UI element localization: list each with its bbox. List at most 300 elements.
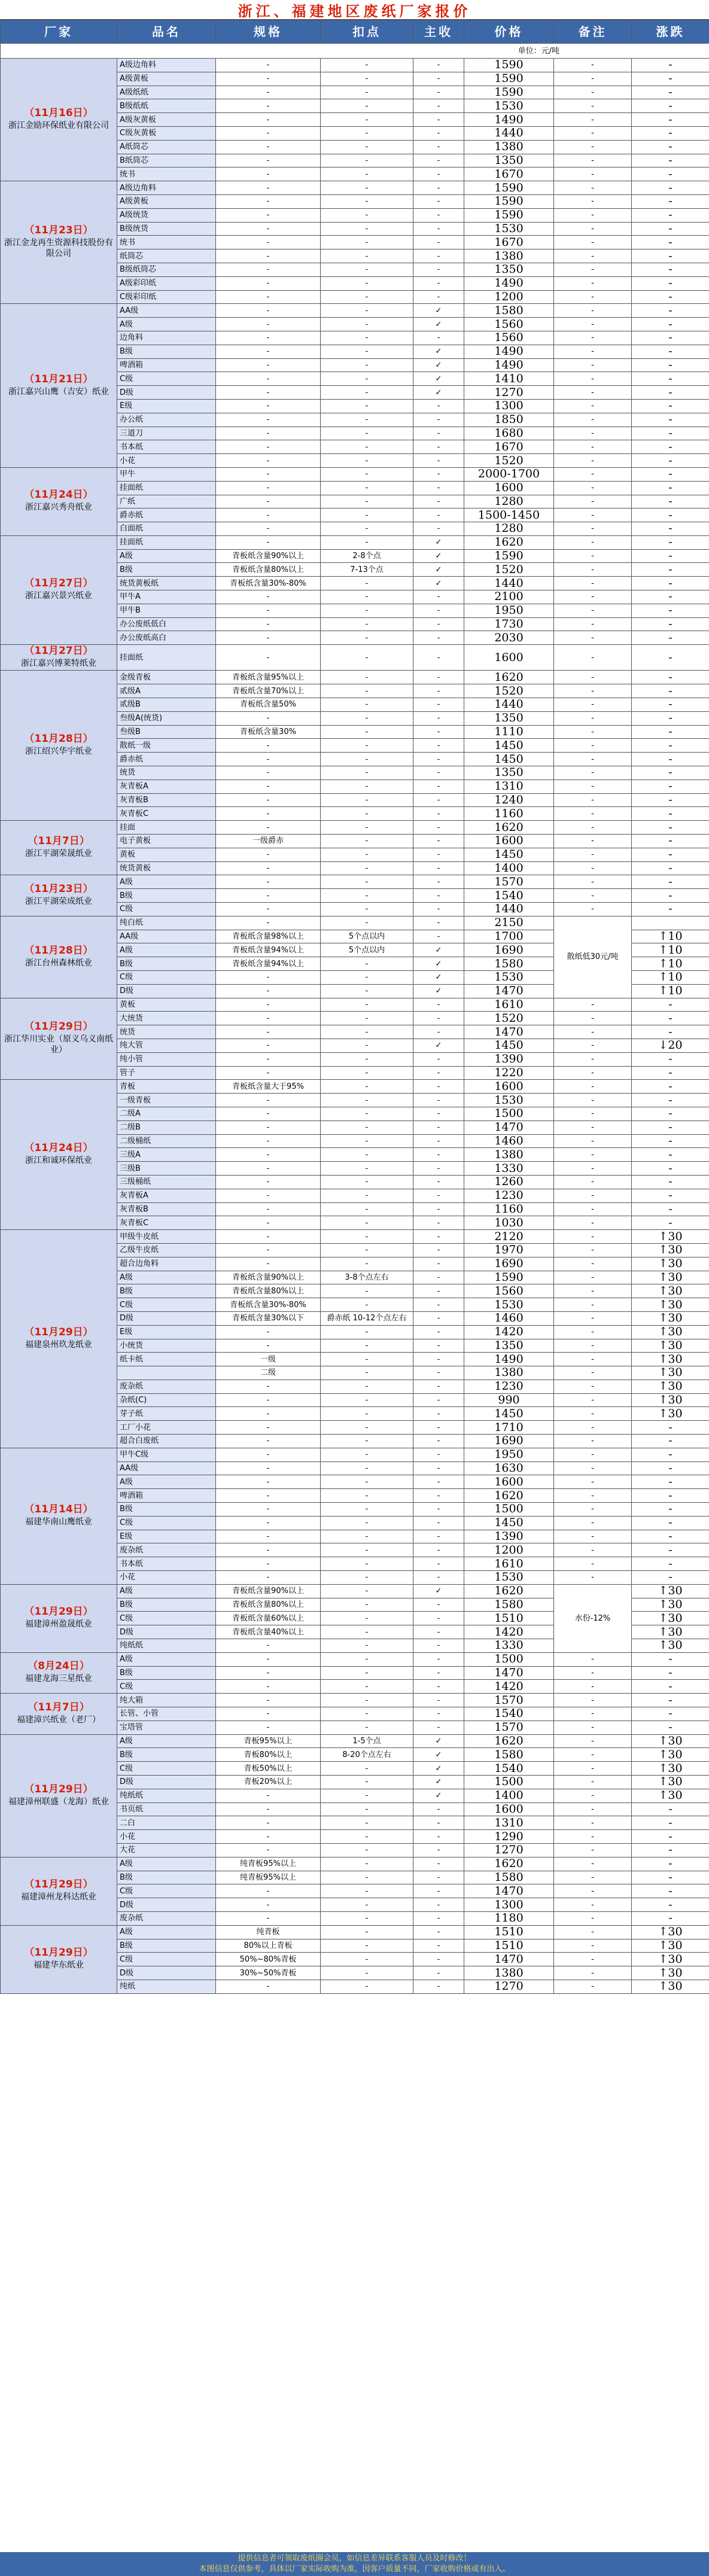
- note-cell: -: [554, 1571, 632, 1585]
- note-cell: -: [554, 1230, 632, 1244]
- product-name: 边角料: [117, 331, 216, 345]
- main-receive-mark: -: [413, 1107, 464, 1120]
- product-name: B级: [117, 1748, 216, 1762]
- change-cell: -: [632, 1816, 709, 1830]
- deduction-cell: -: [321, 1898, 413, 1912]
- note-cell: -: [554, 1734, 632, 1748]
- deduction-cell: -: [321, 1625, 413, 1639]
- main-receive-mark: -: [413, 1366, 464, 1380]
- deduction-cell: -: [321, 427, 413, 440]
- note-cell: -: [554, 236, 632, 249]
- deduction-cell: -: [321, 1925, 413, 1939]
- note-cell: -: [554, 698, 632, 712]
- spec-cell: -: [216, 1516, 321, 1530]
- product-name: 灰青板C: [117, 807, 216, 821]
- footer-notice: [0, 2552, 709, 2576]
- spec-cell: -: [216, 454, 321, 468]
- deduction-cell: -: [321, 1816, 413, 1830]
- note-cell: -: [554, 903, 632, 916]
- change-cell: ↑10: [632, 984, 709, 998]
- main-receive-mark: -: [413, 1598, 464, 1612]
- spec-cell: -: [216, 1789, 321, 1802]
- product-name: 二级A: [117, 1107, 216, 1120]
- price-cell: 1310: [464, 1816, 554, 1830]
- change-cell: -: [632, 1857, 709, 1871]
- change-cell: -: [632, 1871, 709, 1884]
- product-name: 宝塔管: [117, 1721, 216, 1734]
- product-name: 啤酒箱: [117, 1489, 216, 1503]
- product-name: A级: [117, 1475, 216, 1489]
- note-cell: -: [554, 1257, 632, 1271]
- deduction-cell: -: [321, 1325, 413, 1339]
- change-cell: -: [632, 1543, 709, 1557]
- note-cell: -: [554, 1776, 632, 1789]
- deduction-cell: -: [321, 631, 413, 645]
- deduction-cell: -: [321, 1175, 413, 1189]
- factory-date: （11月29日）: [24, 1783, 93, 1795]
- deduction-cell: -: [321, 495, 413, 508]
- note-cell: -: [554, 684, 632, 698]
- spec-cell: -: [216, 522, 321, 536]
- main-receive-mark: ✓: [413, 1776, 464, 1789]
- factory-cell: [1, 671, 117, 821]
- change-cell: -: [632, 1503, 709, 1517]
- factory-cell: [1, 1734, 117, 1857]
- factory-date: （11月29日）: [24, 1947, 93, 1959]
- spec-cell: -: [216, 467, 321, 481]
- main-receive-mark: -: [413, 631, 464, 645]
- price-cell: 1030: [464, 1216, 554, 1230]
- price-cell: 1580: [464, 1748, 554, 1762]
- change-cell: -: [632, 1666, 709, 1680]
- main-receive-mark: -: [413, 1694, 464, 1707]
- note-cell: -: [554, 1162, 632, 1176]
- factory-name: 浙江嘉兴博莱特纸业: [21, 659, 96, 669]
- spec-cell: 青板纸含量60%以上: [216, 1612, 321, 1625]
- change-cell: -: [632, 59, 709, 72]
- factory-cell: [1, 1080, 117, 1230]
- price-cell: 1730: [464, 617, 554, 631]
- product-name: B级: [117, 1666, 216, 1680]
- factory-group: [1, 916, 709, 998]
- note-cell: -: [554, 1202, 632, 1216]
- product-name: 金级青板: [117, 671, 216, 684]
- note-cell: -: [554, 1134, 632, 1148]
- price-cell: 1950: [464, 604, 554, 617]
- deduction-cell: -: [321, 1366, 413, 1380]
- note-cell: -: [554, 331, 632, 345]
- change-cell: ↑30: [632, 1230, 709, 1244]
- deduction-cell: -: [321, 1612, 413, 1625]
- change-cell: -: [632, 1435, 709, 1448]
- note-cell: -: [554, 1094, 632, 1107]
- price-cell: 1490: [464, 113, 554, 127]
- main-receive-mark: -: [413, 59, 464, 72]
- price-cell: 1620: [464, 821, 554, 835]
- factory-group: [1, 645, 709, 671]
- spec-cell: -: [216, 263, 321, 276]
- note-cell: -: [554, 1707, 632, 1721]
- deduction-cell: -: [321, 1216, 413, 1230]
- main-receive-mark: ✓: [413, 577, 464, 590]
- main-receive-mark: -: [413, 1461, 464, 1475]
- note-cell: -: [554, 753, 632, 766]
- unit-row: [1, 44, 709, 59]
- spec-cell: -: [216, 821, 321, 835]
- factory-group: [1, 181, 709, 304]
- deduction-cell: -: [321, 835, 413, 848]
- product-name: D级: [117, 1776, 216, 1789]
- product-name: 书本纸: [117, 440, 216, 454]
- product-name: 三级A: [117, 1148, 216, 1162]
- main-receive-mark: -: [413, 1216, 464, 1230]
- main-receive-mark: -: [413, 1230, 464, 1244]
- spec-cell: -: [216, 1257, 321, 1271]
- note-cell: -: [554, 875, 632, 889]
- deduction-cell: -: [321, 1571, 413, 1585]
- spec-cell: 青板纸含量95%以上: [216, 671, 321, 684]
- spec-cell: -: [216, 1230, 321, 1244]
- price-cell: 1690: [464, 1257, 554, 1271]
- spec-cell: -: [216, 1884, 321, 1898]
- note-cell: -: [554, 1039, 632, 1052]
- price-cell: 1950: [464, 1448, 554, 1461]
- deduction-cell: -: [321, 1503, 413, 1517]
- change-cell: -: [632, 181, 709, 195]
- deduction-cell: -: [321, 140, 413, 154]
- change-cell: ↑10: [632, 943, 709, 957]
- product-name: B级: [117, 563, 216, 577]
- main-receive-mark: -: [413, 276, 464, 290]
- factory-date: （11月16日）: [24, 106, 93, 119]
- product-name: A级: [117, 1271, 216, 1284]
- note-cell: -: [554, 1120, 632, 1134]
- change-cell: -: [632, 86, 709, 99]
- spec-cell: -: [216, 1489, 321, 1503]
- price-cell: 1410: [464, 372, 554, 386]
- product-name: B级统货: [117, 222, 216, 236]
- product-name: 甲牛B: [117, 604, 216, 617]
- main-receive-mark: -: [413, 1162, 464, 1176]
- factory-name: 福建龙海三星纸业: [25, 1674, 92, 1684]
- change-cell: -: [632, 1707, 709, 1721]
- main-receive-mark: -: [413, 1175, 464, 1189]
- spec-cell: 青板纸含量80%以上: [216, 563, 321, 577]
- main-receive-mark: -: [413, 1202, 464, 1216]
- main-receive-mark: -: [413, 1857, 464, 1871]
- note-cell: -: [554, 467, 632, 481]
- main-receive-mark: -: [413, 1503, 464, 1517]
- note-cell: -: [554, 399, 632, 413]
- price-cell: 1590: [464, 181, 554, 195]
- note-cell: -: [554, 889, 632, 903]
- price-cell: 1440: [464, 577, 554, 590]
- main-receive-mark: -: [413, 1980, 464, 1993]
- note-cell: -: [554, 1175, 632, 1189]
- change-cell: -: [632, 440, 709, 454]
- spec-cell: 青板纸含量40%以上: [216, 1625, 321, 1639]
- spec-cell: 青板50%以上: [216, 1762, 321, 1776]
- spec-cell: -: [216, 86, 321, 99]
- price-cell: 1600: [464, 1080, 554, 1094]
- table-row: [1, 1080, 709, 1094]
- note-cell: -: [554, 1884, 632, 1898]
- price-cell: 1970: [464, 1243, 554, 1257]
- main-receive-mark: -: [413, 1393, 464, 1407]
- spec-cell: -: [216, 1475, 321, 1489]
- deduction-cell: -: [321, 1257, 413, 1271]
- spec-cell: -: [216, 1339, 321, 1353]
- price-cell: 1560: [464, 331, 554, 345]
- deduction-cell: -: [321, 249, 413, 263]
- main-receive-mark: -: [413, 698, 464, 712]
- price-cell: 1350: [464, 263, 554, 276]
- product-name: 黄板: [117, 998, 216, 1012]
- main-receive-mark: -: [413, 1966, 464, 1980]
- deduction-cell: -: [321, 1380, 413, 1393]
- product-name: 爵赤纸: [117, 508, 216, 522]
- factory-date: （11月7日）: [28, 1701, 90, 1713]
- product-name: 纯白纸: [117, 916, 216, 930]
- price-cell: 1590: [464, 208, 554, 222]
- product-name: AA级: [117, 930, 216, 943]
- price-cell: 1470: [464, 1953, 554, 1966]
- main-receive-mark: -: [413, 1707, 464, 1721]
- main-receive-mark: -: [413, 875, 464, 889]
- product-name: A级: [117, 1734, 216, 1748]
- note-cell: -: [554, 1025, 632, 1039]
- spec-cell: -: [216, 1571, 321, 1585]
- change-cell: ↑30: [632, 1325, 709, 1339]
- deduction-cell: -: [321, 875, 413, 889]
- deduction-cell: -: [321, 168, 413, 181]
- product-name: 二白: [117, 1816, 216, 1830]
- note-cell: -: [554, 1543, 632, 1557]
- spec-cell: -: [216, 1039, 321, 1052]
- main-receive-mark: -: [413, 208, 464, 222]
- price-cell: 1160: [464, 807, 554, 821]
- product-name: 废杂纸: [117, 1543, 216, 1557]
- price-cell: 1380: [464, 1148, 554, 1162]
- factory-name: 浙江嘉兴山鹰（吉安）纸业: [8, 386, 109, 397]
- note-cell: -: [554, 1748, 632, 1762]
- price-cell: 1440: [464, 903, 554, 916]
- spec-cell: -: [216, 168, 321, 181]
- change-cell: -: [632, 1475, 709, 1489]
- factory-group: [1, 821, 709, 875]
- product-name: 三级桶纸: [117, 1175, 216, 1189]
- spec-cell: -: [216, 970, 321, 984]
- spec-cell: -: [216, 194, 321, 208]
- main-receive-mark: -: [413, 427, 464, 440]
- factory-group: [1, 1734, 709, 1857]
- table-row: [1, 875, 709, 889]
- spec-cell: -: [216, 604, 321, 617]
- note-cell: -: [554, 1148, 632, 1162]
- price-cell: 1620: [464, 1857, 554, 1871]
- change-cell: -: [632, 345, 709, 358]
- factory-date: （11月23日）: [24, 883, 93, 895]
- deduction-cell: -: [321, 1871, 413, 1884]
- price-cell: 1330: [464, 1162, 554, 1176]
- price-cell: 1590: [464, 1271, 554, 1284]
- product-name: B级纸筒芯: [117, 263, 216, 276]
- spec-cell: -: [216, 739, 321, 753]
- price-cell: 1110: [464, 725, 554, 739]
- table-row: [1, 1694, 709, 1707]
- change-cell: -: [632, 766, 709, 780]
- price-cell: 1560: [464, 1284, 554, 1298]
- change-cell: ↑30: [632, 1734, 709, 1748]
- product-name: C级彩印纸: [117, 290, 216, 304]
- main-receive-mark: -: [413, 821, 464, 835]
- product-name: 管子: [117, 1066, 216, 1080]
- main-receive-mark: -: [413, 1557, 464, 1571]
- change-cell: -: [632, 535, 709, 549]
- table-row: [1, 535, 709, 549]
- change-cell: -: [632, 427, 709, 440]
- change-cell: -: [632, 386, 709, 400]
- change-cell: ↑30: [632, 1939, 709, 1953]
- change-cell: -: [632, 1052, 709, 1066]
- note-cell: -: [554, 1325, 632, 1339]
- main-receive-mark: -: [413, 1721, 464, 1734]
- product-name: 小统货: [117, 1339, 216, 1353]
- factory-cell: [1, 59, 117, 181]
- deduction-cell: -: [321, 821, 413, 835]
- deduction-cell: -: [321, 154, 413, 168]
- main-receive-mark: -: [413, 739, 464, 753]
- spec-cell: -: [216, 276, 321, 290]
- factory-group: [1, 59, 709, 181]
- note-cell: -: [554, 807, 632, 821]
- note-cell: -: [554, 1557, 632, 1571]
- change-cell: -: [632, 889, 709, 903]
- note-cell: -: [554, 1461, 632, 1475]
- spec-cell: -: [216, 793, 321, 807]
- main-receive-mark: -: [413, 780, 464, 793]
- spec-cell: -: [216, 481, 321, 495]
- price-cell: 1220: [464, 1066, 554, 1080]
- factory-cell: [1, 645, 117, 671]
- factory-cell: [1, 998, 117, 1080]
- spec-cell: -: [216, 318, 321, 331]
- price-cell: 1670: [464, 236, 554, 249]
- product-name: 黄板: [117, 848, 216, 861]
- factory-date: （11月24日）: [24, 1142, 93, 1155]
- price-cell: 1420: [464, 1325, 554, 1339]
- change-cell: -: [632, 1830, 709, 1844]
- price-cell: 2030: [464, 631, 554, 645]
- note-cell: -: [554, 386, 632, 400]
- price-cell: 1530: [464, 1298, 554, 1312]
- note-cell: -: [554, 508, 632, 522]
- product-name: 废杂纸: [117, 1380, 216, 1393]
- product-name: 统货: [117, 766, 216, 780]
- spec-cell: -: [216, 1639, 321, 1653]
- product-name: 办公废纸低白: [117, 617, 216, 631]
- price-cell: 1580: [464, 957, 554, 971]
- main-receive-mark: -: [413, 1257, 464, 1271]
- main-receive-mark: -: [413, 1816, 464, 1830]
- change-cell: -: [632, 604, 709, 617]
- price-cell: 1350: [464, 711, 554, 725]
- main-receive-mark: ✓: [413, 970, 464, 984]
- main-receive-mark: -: [413, 1407, 464, 1421]
- spec-cell: 青板纸含量30%: [216, 725, 321, 739]
- spec-cell: 青板纸含量30%-80%: [216, 577, 321, 590]
- price-table: [0, 20, 709, 1994]
- product-name: 灰青板A: [117, 1189, 216, 1202]
- main-receive-mark: -: [413, 413, 464, 427]
- change-cell: ↑10: [632, 970, 709, 984]
- spec-cell: 青板纸含量80%以上: [216, 1598, 321, 1612]
- main-receive-mark: -: [413, 86, 464, 99]
- table-row: [1, 645, 709, 671]
- table-row: [1, 1584, 709, 1598]
- deduction-cell: -: [321, 1039, 413, 1052]
- deduction-cell: 8-20个点左右: [321, 1748, 413, 1762]
- deduction-cell: -: [321, 1094, 413, 1107]
- product-name: 书页纸: [117, 1802, 216, 1816]
- spec-cell: 纯青板95%以上: [216, 1871, 321, 1884]
- price-cell: 1460: [464, 1311, 554, 1325]
- main-receive-mark: -: [413, 930, 464, 943]
- spec-cell: -: [216, 1461, 321, 1475]
- price-cell: 2150: [464, 916, 554, 930]
- factory-date: （8月24日）: [28, 1660, 90, 1673]
- main-receive-mark: -: [413, 1625, 464, 1639]
- footer-line: 本图信息仅供参考，具体以厂家实际收购为准，因客户质量不同，厂家收购价格或有出入。: [199, 2565, 510, 2574]
- main-receive-mark: ✓: [413, 943, 464, 957]
- deduction-cell: -: [321, 1202, 413, 1216]
- change-cell: ↑30: [632, 1393, 709, 1407]
- spec-cell: -: [216, 1094, 321, 1107]
- spec-cell: 青板纸含量94%以上: [216, 957, 321, 971]
- deduction-cell: -: [321, 1694, 413, 1707]
- product-name: C级: [117, 1298, 216, 1312]
- main-receive-mark: -: [413, 290, 464, 304]
- price-cell: 1470: [464, 1025, 554, 1039]
- change-cell: ↑10: [632, 957, 709, 971]
- change-cell: -: [632, 1694, 709, 1707]
- product-name: 小花: [117, 1830, 216, 1844]
- deduction-cell: -: [321, 304, 413, 318]
- spec-cell: -: [216, 440, 321, 454]
- product-name: 叁级B: [117, 725, 216, 739]
- price-cell: 1470: [464, 984, 554, 998]
- spec-cell: -: [216, 861, 321, 875]
- deduction-cell: -: [321, 372, 413, 386]
- factory-cell: [1, 1652, 117, 1693]
- table-row: [1, 1652, 709, 1666]
- deduction-cell: -: [321, 1148, 413, 1162]
- main-receive-mark: -: [413, 1120, 464, 1134]
- note-cell: -: [554, 181, 632, 195]
- note-cell: -: [554, 1516, 632, 1530]
- product-name: 三道刀: [117, 427, 216, 440]
- price-cell: 1540: [464, 1762, 554, 1776]
- factory-cell: [1, 181, 117, 304]
- note-cell: -: [554, 1966, 632, 1980]
- product-name: 小花: [117, 1571, 216, 1585]
- note-cell: -: [554, 1298, 632, 1312]
- factory-name: 浙江嘉兴景兴纸业: [25, 591, 92, 601]
- note-cell: -: [554, 1393, 632, 1407]
- deduction-cell: -: [321, 263, 413, 276]
- change-cell: -: [632, 1448, 709, 1461]
- main-receive-mark: -: [413, 1652, 464, 1666]
